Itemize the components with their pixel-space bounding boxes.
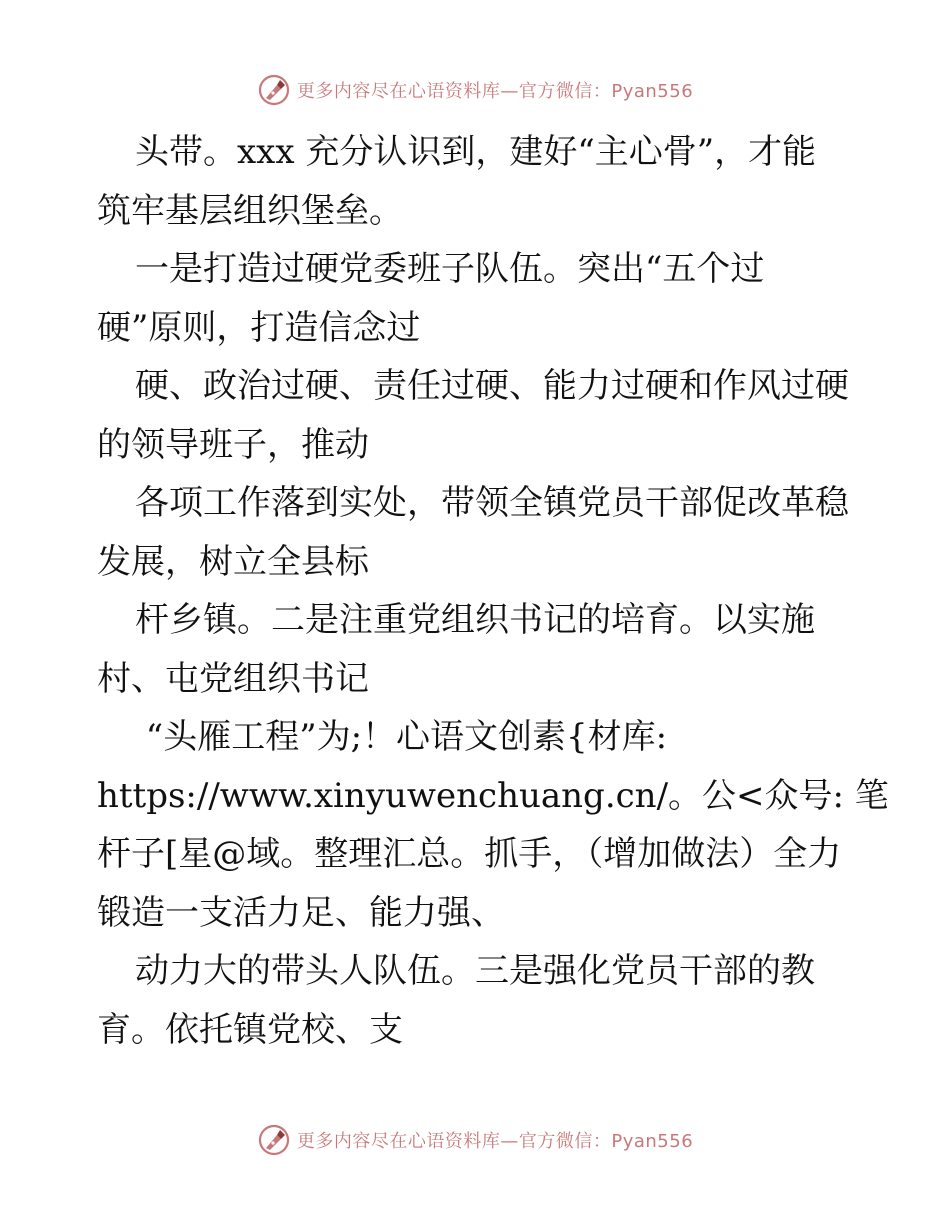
body-text (97, 123, 889, 1059)
body-line: 发展，树立全县标 (97, 541, 369, 582)
pen-nib-logo-icon (257, 1123, 291, 1157)
body-line: 杆子[星@域。整理汇总。抓手，（增加做法）全力 (97, 834, 842, 874)
body-line: 动力大的带头人队伍。三是强化党员干部的教 (135, 951, 815, 991)
body-line: 的领导班子，推动 (97, 424, 369, 465)
body-line: 杆乡镇。二是注重党组织书记的培育。以实施 (135, 600, 815, 640)
header-banner (0, 70, 950, 110)
body-line: https://www.xinyuwenchuang.cn/。公<众号: 笔 (97, 775, 889, 816)
body-line: 硬、政治过硬、责任过硬、能力过硬和作风过硬 (135, 366, 849, 406)
body-line: 各项工作落到实处，带领全镇党员干部促改革稳 (135, 483, 849, 523)
footer-banner-text: 更多内容尽在心语资料库—官方微信：Pyan556 (296, 1131, 694, 1152)
body-line: 一是打造过硬党委班子队伍。突出“五个过 (135, 249, 765, 289)
body-line: 头带。xxx 充分认识到，建好“主心骨”，才能 (135, 132, 817, 172)
body-line: 育。依托镇党校、支 (97, 1009, 403, 1050)
footer-banner (0, 1120, 950, 1160)
header-banner-text: 更多内容尽在心语资料库—官方微信：Pyan556 (296, 81, 694, 102)
body-line: “头雁工程”为;！心语文创素{材库: (135, 717, 668, 757)
body-line: 锻造一支活力足、能力强、 (97, 892, 505, 933)
pen-nib-logo-icon (257, 73, 291, 107)
body-line: 筑牢基层组织堡垒。 (97, 190, 403, 231)
body-line: 村、屯党组织书记 (97, 658, 369, 699)
body-line: 硬”原则，打造信念过 (97, 307, 421, 348)
